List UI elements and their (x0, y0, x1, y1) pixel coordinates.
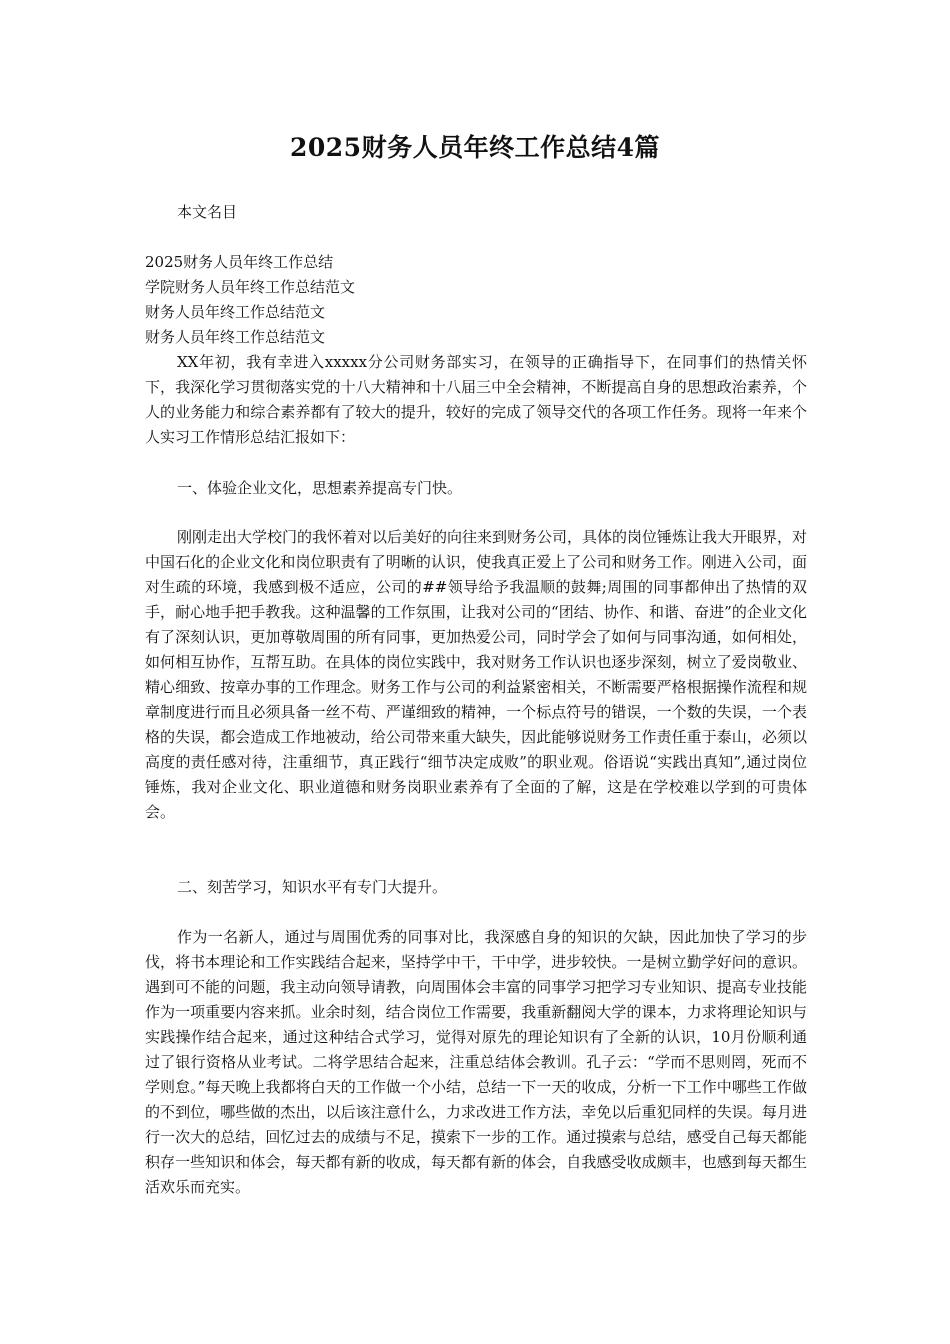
toc-item: 2025财务人员年终工作总结 (145, 253, 334, 271)
toc-item: 财务人员年终工作总结范文 (145, 328, 326, 346)
section-one-heading: 一、体验企业文化，思想素养提高专门快。 (177, 479, 463, 497)
section-two-heading: 二、刻苦学习，知识水平有专门大提升。 (177, 878, 448, 896)
section-two-paragraph: 作为一名新人，通过与周围优秀的同事对比，我深感自身的知识的欠缺，因此加快了学习的步伐，将书本理论和工作实践结合起来，坚持学中干，干中学，进步较快。一是树立勤学好问的意识。遇到可不能的问题，我主动向领导请教，向周围体会丰富的同事学习把学习专业知识、提高专业技能作为一项重要内容来抓。业余时刻，结合岗位工作需要，我重新翻阅大学的课本，力求将理论知识与实践操作结合起来，通过这种结合式学习，觉得对原先的理论知识有了全新的认识，10月份顺利通过了银行资格从业考试。二将学思结合起来，注重总结体会教训。孔子云：“学而不思则罔，死而不学则怠。”每天晚上我都将白天的工作做一个小结，总结一下一天的收成，分析一下工作中哪些工作做的不到位，哪些做的杰出，以后该注意什么，力求改进工作方法，幸免以后重犯同样的失误。每月进行一次大的总结，回忆过去的成绩与不足，摸索下一步的工作。通过摸索与总结，感受自己每天都能积存一些知识和体会，每天都有新的收成，每天都有新的体会，自我感受收成颇丰，也感到每天都生活欢乐而充实。 (145, 928, 807, 1196)
section-one-paragraph: 刚刚走出大学校门的我怀着对以后美好的向往来到财务公司，具体的岗位锤炼让我大开眼界，对中国石化的企业文化和岗位职责有了明晰的认识，使我真正爱上了公司和财务工作。刚进入公司，面对生疏的环境，我感到极不适应，公司的##领导给予我温顺的鼓舞;周围的同事都伸出了热情的双手，耐心地手把手教我。这种温馨的工作氛围，让我对公司的“团结、协作、和谐、奋进”的企业文化有了深刻认识，更加尊敬周围的所有同事，更加热爱公司，同时学会了如何与同事沟通，如何相处，如何相互协作，互帮互助。在具体的岗位实践中，我对财务工作认识也逐步深刻，树立了爱岗敬业、精心细致、按章办事的工作理念。财务工作与公司的利益紧密相关，不断需要严格根据操作流程和规章制度进行而且必须具备一丝不苟、严谨细致的精神，一个标点符号的错误，一个数的失误，一个表格的失误，都会造成工作地被动，给公司带来重大缺失，因此能够说财务工作责任重于泰山，必须以高度的责任感对待，注重细节，真正践行“细节决定成败”的职业观。俗语说“实践出真知”,通过岗位锤炼，我对企业文化、职业道德和财务岗职业素养有了全面的了解，这是在学校难以学到的可贵体会。 (145, 528, 808, 821)
toc-heading: 本文名目 (177, 203, 238, 221)
intro-paragraph: XX年初，我有幸进入xxxxx分公司财务部实习，在领导的正确指导下，在同事们的热情关怀下，我深化学习贯彻落实党的十八大精神和十八届三中全会精神，不断提高自身的思想政治素养，个人的业务能力和综合素养都有了较大的提升，较好的完成了领导交代的各项工作任务。现将一年来个人实习工作情形总结汇报如下： (145, 353, 807, 446)
document-title: 2025财务人员年终工作总结4篇 (290, 133, 660, 162)
toc-list (145, 250, 805, 350)
toc-item: 财务人员年终工作总结范文 (145, 303, 326, 321)
toc-item: 学院财务人员年终工作总结范文 (145, 278, 356, 296)
